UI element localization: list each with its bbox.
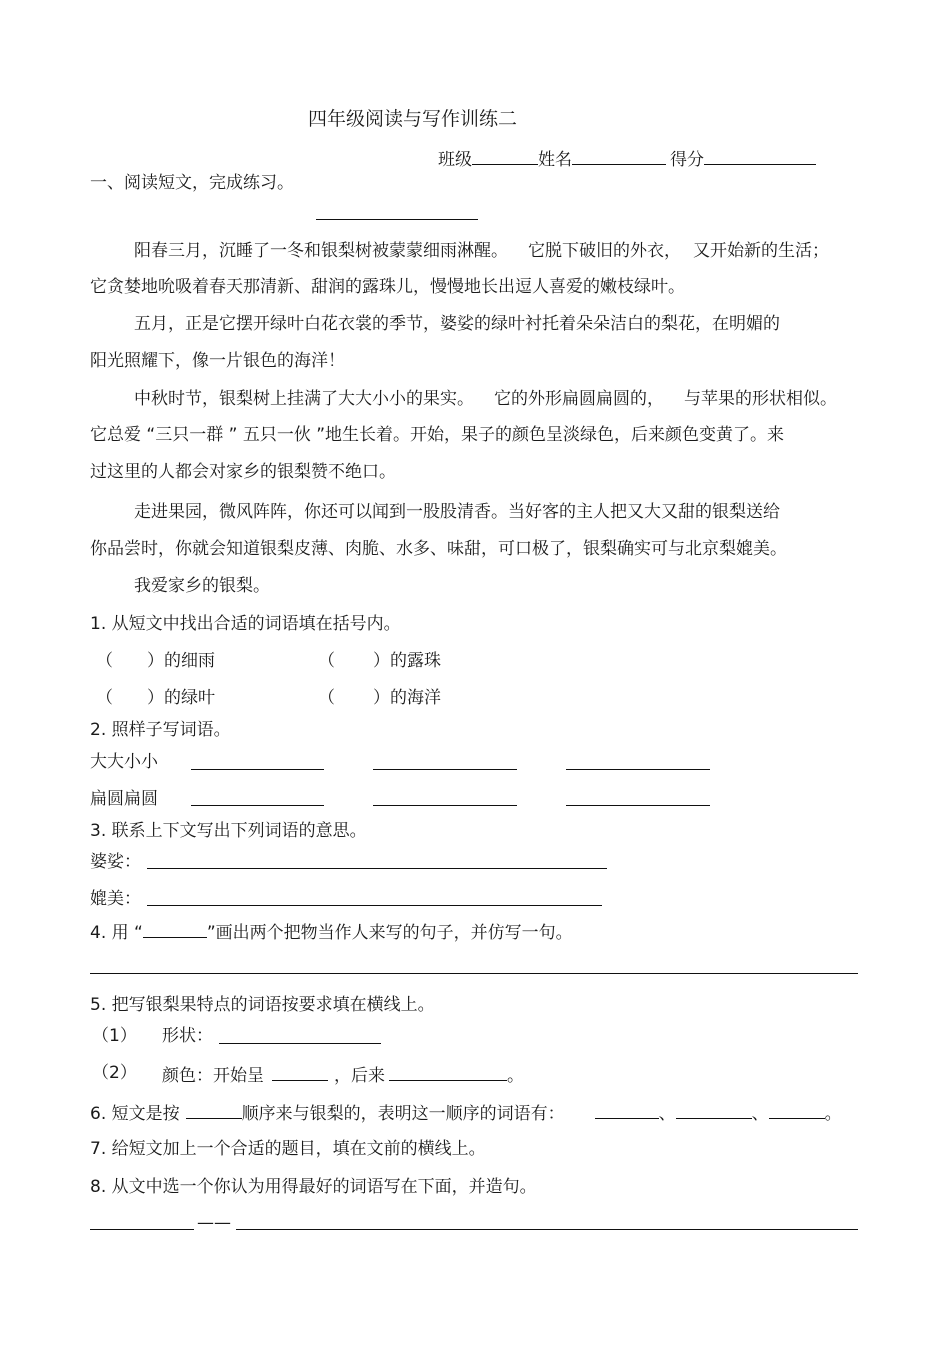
q5-shape-blank[interactable]: [219, 1043, 381, 1044]
passage-p5: 我爱家乡的银梨。: [134, 576, 270, 596]
score-label: 得分: [670, 150, 704, 170]
q6-word-blank-3[interactable]: [769, 1100, 825, 1119]
q3-word-1: 婆娑：: [90, 852, 141, 872]
passage-p4-line2: 你品尝时，你就会知道银梨皮薄、肉脆、水多、味甜，可口极了，银梨确实可与北京梨媲美。: [90, 539, 787, 559]
q2-blank[interactable]: [191, 805, 324, 806]
question-1: 1. 从短文中找出合适的词语填在括号内。: [90, 614, 401, 634]
q1-item-1: （ ）的细雨: [96, 651, 215, 671]
q2-blank[interactable]: [566, 805, 710, 806]
q5-2-row: 颜色：开始呈 ，后来 。: [162, 1062, 524, 1087]
passage-p3-line2: 它总爱 “三只一群 ” 五只一伙 ”地生长着。开始，果子的颜色呈淡绿色，后来颜色变黄了。来: [90, 425, 785, 445]
q5-color-later-blank[interactable]: [389, 1062, 507, 1081]
question-2: 2. 照样子写词语。: [90, 720, 231, 740]
q5-color-start-blank[interactable]: [272, 1062, 328, 1081]
passage-text: 它脱下破旧的外衣，: [528, 241, 681, 261]
q2-blank[interactable]: [373, 805, 517, 806]
q6-word-blank-1[interactable]: [595, 1100, 659, 1119]
passage-p1-line1: [134, 240, 829, 262]
class-blank[interactable]: [472, 146, 538, 165]
q4-underline-sample: [143, 919, 207, 938]
section-heading: 一、阅读短文，完成练习。: [90, 173, 294, 193]
q5-1-label: 形状：: [162, 1026, 213, 1046]
passage-title-blank[interactable]: [316, 219, 478, 220]
class-label: 班级: [438, 150, 472, 170]
q8-word-blank[interactable]: [90, 1229, 194, 1230]
question-5: 5. 把写银梨果特点的词语按要求填在横线上。: [90, 995, 435, 1015]
page-title: 四年级阅读与写作训练二: [308, 108, 518, 130]
q3-answer-line-2[interactable]: [147, 905, 602, 906]
passage-text: 中秋时节，银梨树上挂满了大大小小的果实。: [134, 389, 474, 409]
passage-p3-line1: [134, 388, 837, 410]
passage-p2-line1: 五月，正是它摆开绿叶白花衣裳的季节，婆娑的绿叶衬托着朵朵洁白的梨花，在明媚的: [134, 314, 780, 334]
question-7: 7. 给短文加上一个合适的题目，填在文前的横线上。: [90, 1139, 486, 1159]
q2-example-2: 扁圆扁圆: [90, 789, 158, 809]
q5-1-number: （1）: [92, 1026, 137, 1046]
passage-text: 它的外形扁圆扁圆的，: [494, 389, 664, 409]
q1-item-4: （ ）的海洋: [318, 688, 441, 708]
passage-p2-line2: 阳光照耀下，像一片银色的海洋！: [90, 351, 345, 371]
passage-text: 阳春三月，沉睡了一冬和银梨树被蒙蒙细雨淋醒。: [134, 241, 508, 261]
name-label: 姓名: [538, 150, 572, 170]
question-3: 3. 联系上下文写出下列词语的意思。: [90, 821, 367, 841]
name-blank[interactable]: [572, 146, 666, 165]
header-fields: [438, 146, 816, 171]
question-4: 4. 用 “ ”画出两个把物当作人来写的句子，并仿写一句。: [90, 919, 573, 944]
q2-blank[interactable]: [566, 769, 710, 770]
q5-2-number: （2）: [92, 1063, 137, 1083]
q3-answer-line-1[interactable]: [147, 868, 607, 869]
score-blank[interactable]: [704, 146, 816, 165]
q8-sentence-line[interactable]: [236, 1229, 858, 1230]
question-6: 6. 短文是按 顺序来与银梨的，表明这一顺序的词语有： 、 、 。: [90, 1100, 842, 1125]
q1-item-2: （ ）的露珠: [318, 651, 441, 671]
q2-blank[interactable]: [373, 769, 517, 770]
q3-word-2: 媲美：: [90, 889, 141, 909]
passage-p4-line1: 走进果园，微风阵阵，你还可以闻到一股股清香。当好客的主人把又大又甜的银梨送给: [134, 502, 780, 522]
q2-blank[interactable]: [191, 769, 324, 770]
question-8: 8. 从文中选一个你认为用得最好的词语写在下面，并造句。: [90, 1177, 537, 1197]
q6-order-blank[interactable]: [186, 1100, 242, 1119]
q8-dash: ——: [197, 1213, 231, 1233]
passage-text: 又开始新的生活；: [693, 241, 829, 261]
q4-answer-line[interactable]: [90, 973, 858, 974]
passage-text: 与苹果的形状相似。: [684, 389, 837, 409]
passage-p3-line3: 过这里的人都会对家乡的银梨赞不绝口。: [90, 462, 396, 482]
q6-word-blank-2[interactable]: [676, 1100, 752, 1119]
q1-item-3: （ ）的绿叶: [96, 688, 215, 708]
passage-p1-line2: 它贪婪地吮吸着春天那清新、甜润的露珠儿，慢慢地长出逗人喜爱的嫩枝绿叶。: [90, 277, 685, 297]
q2-example-1: 大大小小: [90, 752, 158, 772]
